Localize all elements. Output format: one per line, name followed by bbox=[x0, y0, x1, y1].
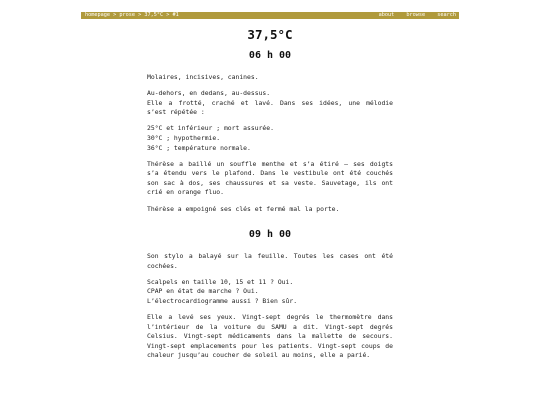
paragraph-line: Au-dehors, en dedans, au-dessus. bbox=[147, 89, 271, 98]
paragraph-line: Scalpels en taille 10, 15 et 11 ? Oui. bbox=[147, 277, 294, 286]
search-link[interactable]: search bbox=[437, 12, 456, 18]
paragraph bbox=[147, 73, 393, 83]
paragraph-line: Molaires, incisives, canines. bbox=[147, 73, 259, 81]
paragraph bbox=[147, 313, 393, 361]
paragraph bbox=[147, 160, 393, 198]
paragraph-line: 30°C ; hypothermie. bbox=[147, 133, 221, 142]
page-title: 37,5°C bbox=[247, 27, 293, 42]
article bbox=[147, 26, 393, 368]
top-navigation-bar bbox=[81, 12, 459, 19]
paragraph-line: Thérèse a baillé un souffle menthe et s’a étiré — ses doigts s’a étendu vers le plafond. Dans le vestibule ont été couchés son sac à dos, ses chaussures et sa veste. Sauvetage, ils ont crié en orange fluo. bbox=[147, 159, 393, 197]
breadcrumb-current: #1 bbox=[172, 12, 179, 18]
about-link[interactable]: about bbox=[378, 12, 395, 18]
paragraph-line: Elle a frotté, craché et lavé. Dans ses idées, une mélodie s’est répétée : bbox=[147, 98, 393, 117]
breadcrumb-title[interactable]: 37,5°C > bbox=[144, 12, 170, 18]
paragraph-line: Elle a levé ses yeux. Vingt-sept degrés le thermomètre dans l’intérieur de la voiture du SAMU a dit. Vingt-sept degrés Celsius. Vingt-sept médicaments dans la mallette de secours. Vingt-sept emplacements pour les patients. Vingt-sept coups de chaleur jusqu’au coucher de soleil au moins, elle a parié. bbox=[147, 313, 393, 360]
paragraph bbox=[147, 252, 393, 271]
paragraph bbox=[147, 89, 393, 118]
paragraph-line: 25°C et inférieur ; mort assurée. bbox=[147, 124, 274, 133]
section-heading-0600: 06 h 00 bbox=[248, 50, 292, 61]
paragraph bbox=[147, 205, 393, 215]
paragraph-line: Son stylo a balayé sur la feuille. Toutes les cases ont été cochées. bbox=[147, 252, 393, 270]
nav-links bbox=[370, 12, 456, 19]
breadcrumb bbox=[85, 12, 179, 19]
paragraph-line: 36°C ; température normale. bbox=[147, 143, 251, 152]
paragraph-line: CPAP en état de marche ? Oui. bbox=[147, 287, 259, 296]
paragraph-line: L’électrocardiogramme aussi ? Bien sûr. bbox=[147, 297, 298, 305]
paragraph bbox=[147, 278, 393, 307]
breadcrumb-prose[interactable]: prose > bbox=[119, 12, 142, 18]
paragraph bbox=[147, 124, 393, 153]
browse-link[interactable]: browse bbox=[406, 12, 426, 18]
section-heading-0900: 09 h 00 bbox=[248, 229, 292, 241]
paragraph-line: Thérèse a empoigné ses clés et fermé mal la porte. bbox=[147, 204, 340, 213]
breadcrumb-homepage[interactable]: homepage > bbox=[85, 12, 117, 18]
